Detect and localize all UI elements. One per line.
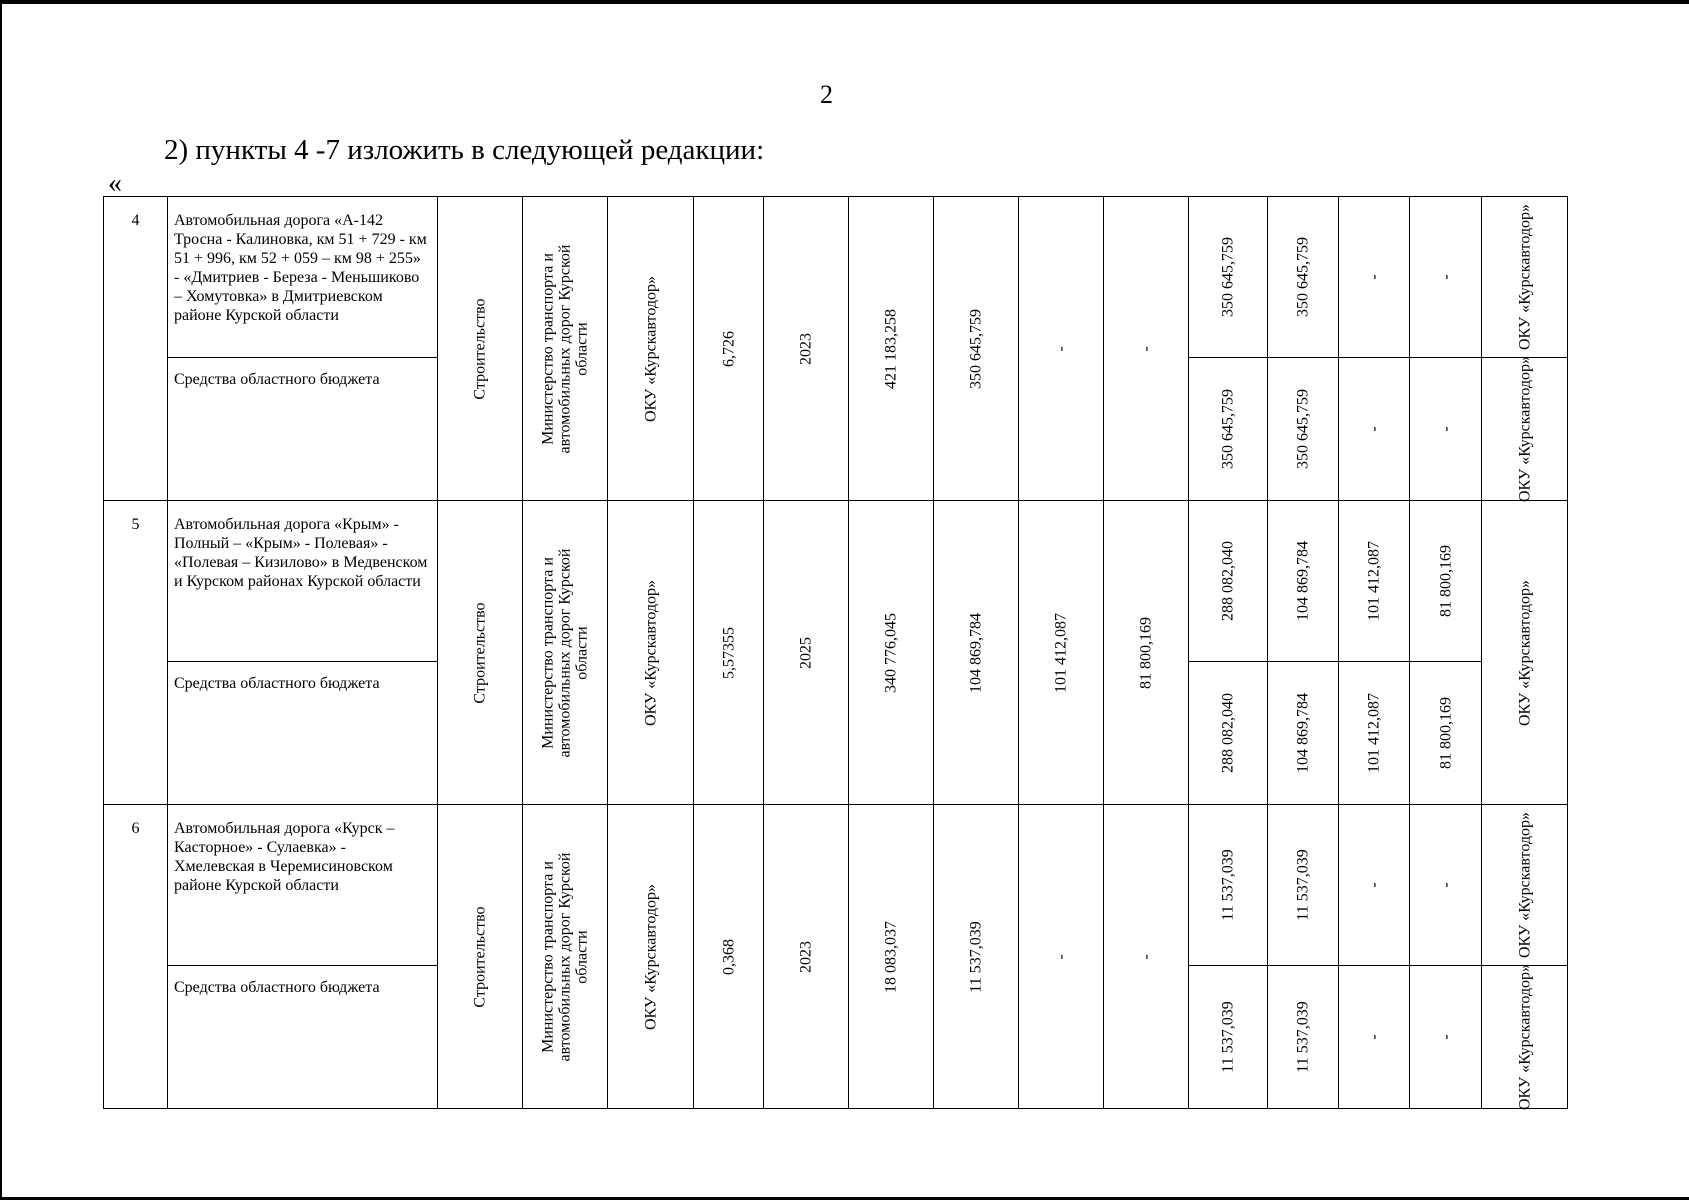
year-cell xyxy=(764,197,849,501)
top-value-cell xyxy=(1189,501,1268,662)
cost-cell xyxy=(849,197,934,501)
funding-source: Средства областного бюджета xyxy=(168,662,438,805)
value-1: 350 645,759 xyxy=(967,308,985,389)
bottom-value: 288 082,040 xyxy=(1219,693,1237,773)
left-border xyxy=(0,0,2,1200)
bottom-value-cell xyxy=(1410,662,1482,805)
value-2: - xyxy=(1052,953,1070,960)
value-3: - xyxy=(1137,953,1155,960)
object-name: Автомобильная дорога «Курск – Касторное» - Сулаевка» - Хмелевская в Черемисиновском районе Курской области xyxy=(168,805,438,966)
executor: ОКУ «Курскавтодор» xyxy=(1516,811,1533,959)
length: 5,57355 xyxy=(720,626,737,679)
bottom-value: 11 537,039 xyxy=(1294,1001,1312,1073)
top-value: 11 537,039 xyxy=(1294,849,1312,921)
year: 2025 xyxy=(797,636,815,669)
row-number: 5 xyxy=(104,501,168,805)
top-value-cell xyxy=(1410,805,1482,966)
top-value: - xyxy=(1437,882,1454,888)
object-name: Автомобильная дорога «А-142 Тросна - Калиновка, км 51 + 729 - км 51 + 996, км 52 + 059 – км 98 + 255» - «Дмитриев - Береза - Меньшиково – Хомутовка» в Дмитриевском районе Курской области xyxy=(168,197,438,358)
top-value-cell xyxy=(1268,197,1339,358)
row-number: 6 xyxy=(104,805,168,1109)
top-value-cell xyxy=(1410,501,1482,662)
table-row xyxy=(104,805,1568,966)
ministry: Министерство транспорта и автомобильных дорог Курской области xyxy=(539,548,591,757)
top-value-cell xyxy=(1268,501,1339,662)
work-type: Строительство xyxy=(471,601,489,704)
top-value: - xyxy=(1365,882,1383,888)
top-value: 350 645,759 xyxy=(1294,237,1312,317)
year: 2023 xyxy=(797,940,815,973)
row-number: 4 xyxy=(104,197,168,501)
cost: 340 776,045 xyxy=(882,612,900,693)
ministry: Министерство транспорта и автомобильных дорог Курской области xyxy=(539,244,591,453)
value-2-cell xyxy=(1019,501,1104,805)
bottom-value: - xyxy=(1437,1034,1454,1040)
work-type-cell xyxy=(438,197,523,501)
customer: ОКУ «Курскавтодор» xyxy=(642,579,659,726)
value-3-cell xyxy=(1104,501,1189,805)
executor-cell xyxy=(1482,805,1568,966)
object-name: Автомобильная дорога «Крым» - Полный – «Крым» - Полевая» - «Полевая – Кизилово» в Медвенском и Курском районах Курской области xyxy=(168,501,438,662)
cost: 421 183,258 xyxy=(882,308,900,389)
value-3: - xyxy=(1137,345,1155,352)
top-value: 101 412,087 xyxy=(1365,541,1383,621)
executor: ОКУ «Курскавтодор» xyxy=(1516,579,1533,726)
executor-cell xyxy=(1482,197,1568,358)
executor-cell xyxy=(1482,355,1568,503)
value-2-cell xyxy=(1019,805,1104,1109)
bottom-value: 101 412,087 xyxy=(1365,693,1383,773)
cost-cell xyxy=(849,805,934,1109)
table-row xyxy=(104,197,1568,358)
customer-cell xyxy=(608,197,694,501)
customer: ОКУ «Курскавтодор» xyxy=(642,275,659,422)
objects-table xyxy=(103,196,1568,1109)
value-1: 104 869,784 xyxy=(967,612,985,693)
open-quote: « xyxy=(108,168,122,199)
executor: ОКУ «Курскавтодор» xyxy=(1516,963,1533,1111)
top-value-cell xyxy=(1189,805,1268,966)
funding-source: Средства областного бюджета xyxy=(168,358,438,501)
year-cell xyxy=(764,805,849,1109)
value-1-cell xyxy=(934,501,1019,805)
bottom-value-cell xyxy=(1268,662,1339,805)
value-1-cell xyxy=(934,197,1019,501)
top-value-cell xyxy=(1189,197,1268,358)
bottom-value-cell xyxy=(1189,662,1268,805)
customer-cell xyxy=(608,805,694,1109)
executor-cell xyxy=(1482,501,1568,805)
bottom-value-cell xyxy=(1410,358,1482,501)
value-3: 81 800,169 xyxy=(1137,616,1155,689)
bottom-value: 81 800,169 xyxy=(1437,697,1454,769)
work-type-cell xyxy=(438,501,523,805)
bottom-value-cell xyxy=(1339,358,1410,501)
page-number: 2 xyxy=(820,80,833,109)
bottom-value: 11 537,039 xyxy=(1219,1001,1237,1073)
customer-cell xyxy=(608,501,694,805)
length-cell xyxy=(694,501,764,805)
length-cell xyxy=(694,805,764,1109)
ministry-cell xyxy=(523,501,608,805)
top-value-cell xyxy=(1339,197,1410,358)
bottom-value-cell xyxy=(1268,966,1339,1109)
top-value-cell xyxy=(1339,501,1410,662)
intro-text: 2) пункты 4 -7 изложить в следующей редакции: xyxy=(164,134,765,166)
value-3-cell xyxy=(1104,805,1189,1109)
executor: ОКУ «Курскавтодор» xyxy=(1516,203,1533,351)
top-value: 104 869,784 xyxy=(1294,541,1312,621)
top-value: 350 645,759 xyxy=(1219,237,1237,317)
top-value: 11 537,039 xyxy=(1219,849,1237,921)
bottom-value: - xyxy=(1365,1034,1383,1040)
work-type: Строительство xyxy=(471,905,489,1008)
length-cell xyxy=(694,197,764,501)
top-border xyxy=(0,0,1689,4)
bottom-value: - xyxy=(1437,426,1454,432)
cost-cell xyxy=(849,501,934,805)
work-type: Строительство xyxy=(471,297,489,400)
top-value-cell xyxy=(1339,805,1410,966)
executor: ОКУ «Курскавтодор» xyxy=(1516,355,1533,503)
bottom-value-cell xyxy=(1410,966,1482,1109)
value-1-cell xyxy=(934,805,1019,1109)
top-value-cell xyxy=(1268,805,1339,966)
bottom-value: 104 869,784 xyxy=(1294,693,1312,773)
year: 2023 xyxy=(797,332,815,365)
funding-source: Средства областного бюджета xyxy=(168,966,438,1109)
ministry-cell xyxy=(523,197,608,501)
value-2-cell xyxy=(1019,197,1104,501)
top-value: 81 800,169 xyxy=(1437,545,1454,617)
top-value: 288 082,040 xyxy=(1219,541,1237,621)
bottom-value-cell xyxy=(1268,358,1339,501)
bottom-value-cell xyxy=(1189,966,1268,1109)
bottom-value-cell xyxy=(1339,966,1410,1109)
executor-cell xyxy=(1482,963,1568,1111)
ministry: Министерство транспорта и автомобильных дорог Курской области xyxy=(539,852,591,1061)
bottom-value: - xyxy=(1365,426,1383,432)
top-value: - xyxy=(1365,274,1383,280)
customer: ОКУ «Курскавтодор» xyxy=(642,883,659,1030)
length: 0,368 xyxy=(720,938,737,975)
value-1: 11 537,039 xyxy=(967,920,985,993)
table-row xyxy=(104,501,1568,662)
bottom-value-cell xyxy=(1189,358,1268,501)
cost: 18 083,037 xyxy=(882,920,900,993)
value-2: - xyxy=(1052,345,1070,352)
value-2: 101 412,087 xyxy=(1052,612,1070,693)
bottom-value: 350 645,759 xyxy=(1294,389,1312,469)
value-3-cell xyxy=(1104,197,1189,501)
top-value: - xyxy=(1437,274,1454,280)
bottom-value: 350 645,759 xyxy=(1219,389,1237,469)
top-value-cell xyxy=(1410,197,1482,358)
work-type-cell xyxy=(438,805,523,1109)
bottom-value-cell xyxy=(1339,662,1410,805)
length: 6,726 xyxy=(720,330,737,367)
year-cell xyxy=(764,501,849,805)
ministry-cell xyxy=(523,805,608,1109)
